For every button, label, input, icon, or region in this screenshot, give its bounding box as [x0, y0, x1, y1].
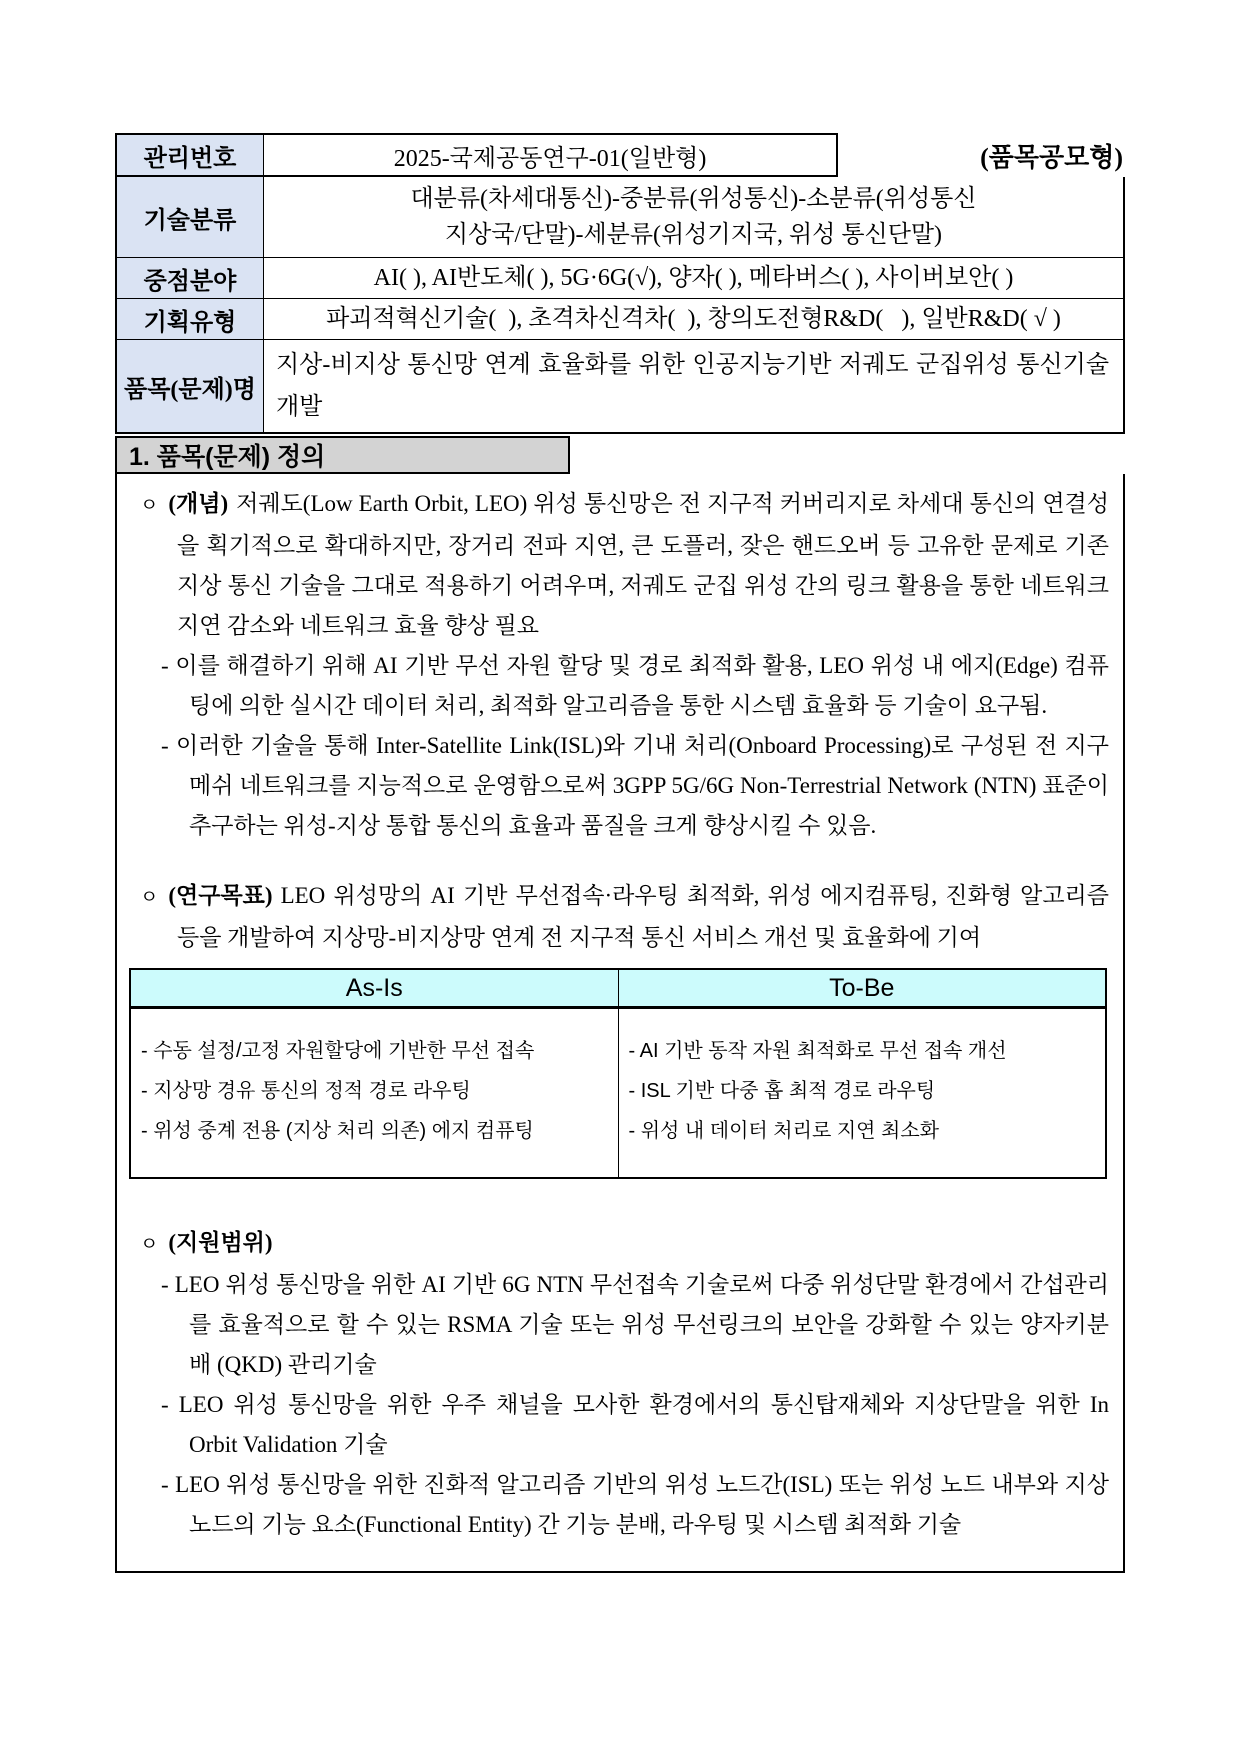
- management-number-row: [115, 133, 1125, 177]
- concept-subitem-1: - 이를 해결하기 위해 AI 기반 무선 자원 할당 및 경로 최적화 활용, LEO 위성 내 에지(Edge) 컴퓨팅에 의한 실시간 데이터 처리, 최적화 알고리즘을 통한 시스템 효율화 등 기술이 요구됨.: [161, 653, 1109, 718]
- goal-label: (연구목표): [168, 883, 273, 908]
- management-number-value: 2025-국제공동연구-01(일반형): [393, 145, 707, 172]
- scope-label: (지원범위): [168, 1230, 273, 1255]
- tech-classification-value: [264, 177, 1123, 257]
- section-title: 1. 품목(문제) 정의: [115, 436, 570, 474]
- goal-text: LEO 위성망의 AI 기반 무선접속·라우팅 최적화, 위성 에지컴퓨팅, 진화형 알고리즘 등을 개발하여 지상망-비지상망 연계 전 지구적 통신 서비스 개선 및 효율화에 기여: [177, 883, 1109, 950]
- asis-tobe-header-row: [131, 970, 1105, 1009]
- goal-paragraph: [127, 876, 1109, 958]
- item-announcement-type-note: (품목공모형): [980, 142, 1123, 172]
- item-name-row: [117, 340, 1123, 432]
- asis-cell: [131, 1009, 619, 1177]
- concept-subitem-2: - 이러한 기술을 통해 Inter-Satellite Link(ISL)와 기내 처리(Onboard Processing)로 구성된 전 지구 메쉬 네트워크를 지능적으로 운영함으로써 3GPP 5G/6G Non-Terrestrial Network (NTN) 표준이 추구하는 위성-지상 통합 통신의 효율과 품질을 크게 향상시킬 수 있음.: [161, 733, 1109, 838]
- management-number-table: [115, 133, 838, 177]
- concept-paragraph: [127, 484, 1109, 646]
- definition-content-box: [115, 474, 1125, 1573]
- document-body: [115, 133, 1125, 1573]
- item-name-value: 지상-비지상 통신망 연계 효율화를 위한 인공지능기반 저궤도 군집위성 통신기술 개발: [276, 352, 1115, 420]
- tech-classification-row: [117, 177, 1123, 258]
- tobe-item: - ISL 기반 다중 홉 최적 경로 라우팅: [628, 1080, 936, 1102]
- asis-header-cell: As-Is: [131, 970, 619, 1006]
- tobe-cell: [619, 1009, 1106, 1177]
- circle-bullet: ㅇ: [140, 1234, 159, 1255]
- scope-paragraph: [127, 1223, 1109, 1265]
- tech-classification-line1: 대분류(차세대통신)-중분류(위성통신)-소분류(위성통신: [410, 186, 977, 212]
- classification-table: [115, 177, 1125, 434]
- scope-item-3: - LEO 위성 통신망을 위한 진화적 알고리즘 기반의 위성 노드간(ISL) 또는 위성 노드 내부와 지상 노드의 기능 요소(Functional Entity) 간 기능 분배, 라우팅 및 시스템 최적화 기술: [161, 1472, 1109, 1537]
- concept-label: (개념): [168, 491, 229, 516]
- concept-text: 저궤도(Low Earth Orbit, LEO) 위성 통신망은 전 지구적 커버리지로 차세대 통신의 연결성을 획기적으로 확대하지만, 장거리 전파 지연, 큰 도플러, 잦은 핸드오버 등 고유한 문제로 기존 지상 통신 기술을 그대로 적용하기 어려우며, 저궤도 군집 위성 간의 링크 활용을 통한 네트워크 지연 감소와 네트워크 효율 향상 필요: [177, 491, 1109, 638]
- asis-item: - 위성 중계 전용 (지상 처리 의존) 에지 컴퓨팅: [141, 1120, 534, 1142]
- tobe-header-cell: To-Be: [619, 970, 1106, 1006]
- item-name-label: 품목(문제)명: [117, 340, 264, 432]
- focus-area-value: AI( ), AI반도체( ), 5G·6G(√), 양자( ), 메타버스( ), 사이버보안( ): [373, 265, 1014, 291]
- focus-area-row: [117, 258, 1123, 299]
- tech-classification-label: 기술분류: [117, 177, 264, 257]
- asis-item: - 수동 설정/고정 자원할당에 기반한 무선 접속: [141, 1040, 535, 1062]
- asis-tobe-table: [129, 968, 1107, 1179]
- scope-item-2: - LEO 위성 통신망을 위한 우주 채널을 모사한 환경에서의 통신탑재체와 지상단말을 위한 In Orbit Validation 기술: [161, 1392, 1109, 1457]
- tobe-item: - 위성 내 데이터 처리로 지연 최소화: [628, 1120, 939, 1142]
- planning-type-row: [117, 299, 1123, 340]
- circle-bullet: ㅇ: [140, 495, 159, 516]
- scope-item-1: - LEO 위성 통신망을 위한 AI 기반 6G NTN 무선접속 기술로써 다중 위성단말 환경에서 간섭관리를 효율적으로 할 수 있는 RSMA 기술 또는 위성 무선링크의 보안을 강화할 수 있는 양자키분배 (QKD) 관리기술: [161, 1272, 1109, 1377]
- planning-type-label: 기획유형: [117, 299, 264, 339]
- planning-type-value: 파괴적혁신기술( ), 초격차신격차( ), 창의도전형R&D( ), 일반R&D( √ ): [326, 306, 1061, 332]
- management-number-label: 관리번호: [117, 135, 264, 175]
- asis-item: - 지상망 경유 통신의 정적 경로 라우팅: [141, 1080, 471, 1102]
- tobe-item: - AI 기반 동작 자원 최적화로 무선 접속 개선: [628, 1040, 1007, 1062]
- spacer: [127, 846, 1109, 876]
- circle-bullet: ㅇ: [140, 887, 159, 908]
- focus-area-label: 중점분야: [117, 258, 264, 298]
- tech-classification-line2: 지상국/단말)-세분류(위성기지국, 위성 통신단말): [444, 222, 943, 248]
- spacer: [127, 1179, 1109, 1223]
- asis-tobe-body-row: [131, 1009, 1105, 1177]
